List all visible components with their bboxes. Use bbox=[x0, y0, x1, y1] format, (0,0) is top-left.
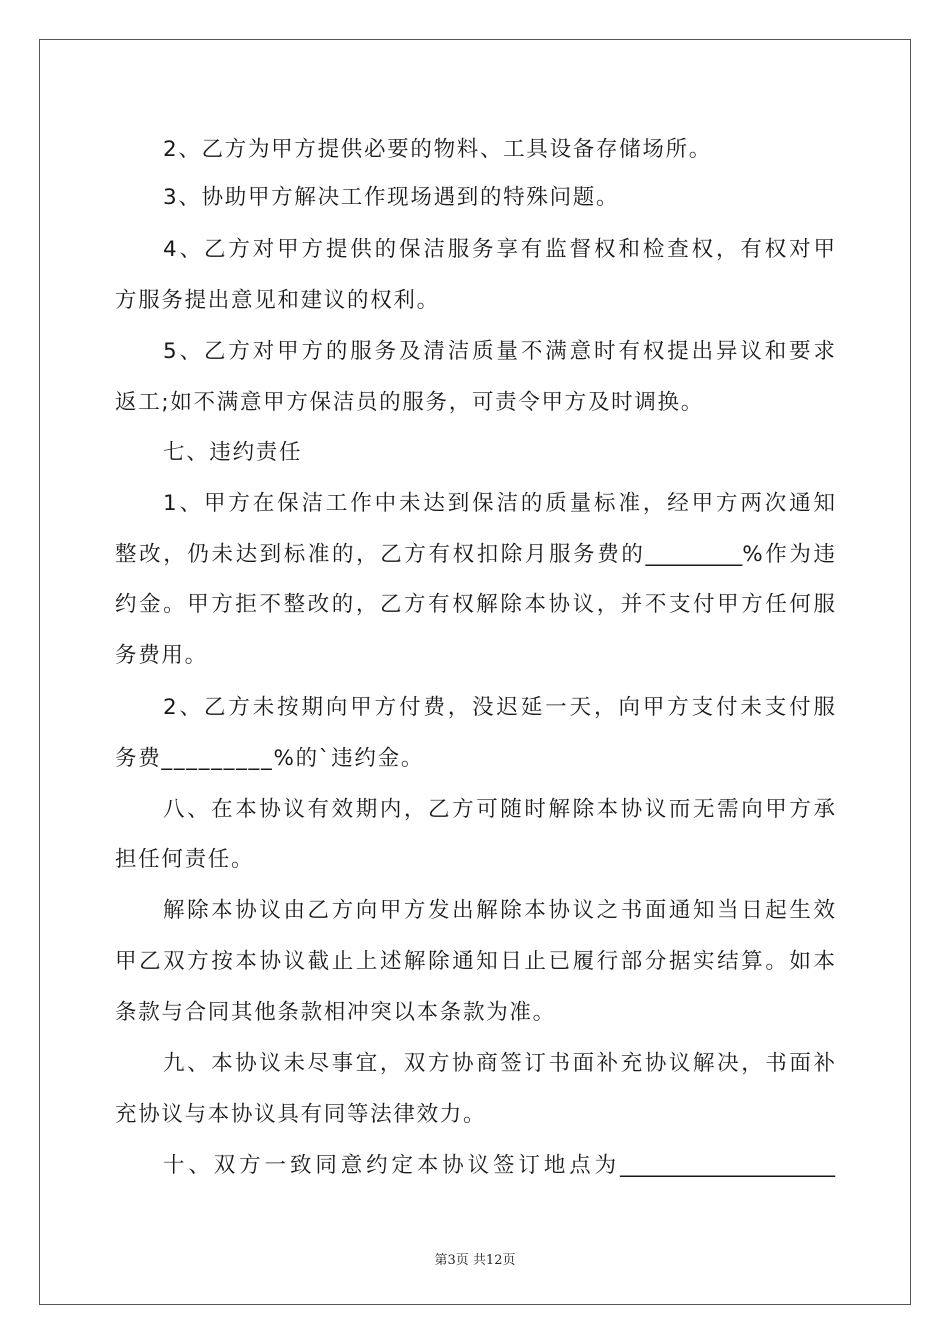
body-text-line: 条款与合同其他条款相冲突以本条款为准。 bbox=[115, 1000, 556, 1025]
body-text-line: 方服务提出意见和建议的权利。 bbox=[115, 288, 440, 313]
body-text-line: 十、双方一致同意约定本协议签订地点为____________________ bbox=[163, 1153, 835, 1178]
body-text-line: 约金。甲方拒不整改的，乙方有权解除本协议，并不支付甲方任何服 bbox=[115, 592, 835, 617]
body-text-line: 九、本协议未尽事宜，双方协商签订书面补充协议解决，书面补 bbox=[163, 1051, 835, 1076]
body-text-line: 担任何责任。 bbox=[115, 847, 255, 872]
body-text-line: 5、乙方对甲方的服务及清洁质量不满意时有权提出异议和要求 bbox=[163, 339, 835, 364]
body-text-line: 2、乙方为甲方提供必要的物料、工具设备存储场所。 bbox=[163, 137, 712, 162]
body-text-line: 2、乙方未按期向甲方付费，没迟延一天，向甲方支付未支付服 bbox=[163, 695, 835, 720]
body-text-line: 4、乙方对甲方提供的保洁服务享有监督权和检查权，有权对甲 bbox=[163, 237, 835, 262]
body-text-line: 整改，仍未达到标准的，乙方有权扣除月服务费的_________%作为违 bbox=[115, 542, 835, 567]
body-text-line: 务费用。 bbox=[115, 643, 208, 668]
body-text-line: 解除本协议由乙方向甲方发出解除本协议之书面通知当日起生效 bbox=[163, 898, 835, 923]
section-heading: 七、违约责任 bbox=[163, 440, 303, 465]
body-text-line: 3、协助甲方解决工作现场遇到的特殊问题。 bbox=[163, 185, 620, 210]
body-text-line: 1、甲方在保洁工作中未达到保洁的质量标准，经甲方两次通知 bbox=[163, 491, 835, 516]
page-number-footer: 第3页 共12页 bbox=[434, 1253, 516, 1268]
body-text-line: 甲乙双方按本协议截止上述解除通知日止已履行部分据实结算。如本 bbox=[115, 949, 835, 974]
body-text-line: 务费_________%的`违约金。 bbox=[115, 746, 425, 771]
body-text-line: 返工;如不满意甲方保洁员的服务，可责令甲方及时调换。 bbox=[115, 390, 704, 415]
body-text-line: 充协议与本协议具有同等法律效力。 bbox=[115, 1102, 487, 1127]
body-text-line: 八、在本协议有效期内，乙方可随时解除本协议而无需向甲方承 bbox=[163, 797, 835, 822]
